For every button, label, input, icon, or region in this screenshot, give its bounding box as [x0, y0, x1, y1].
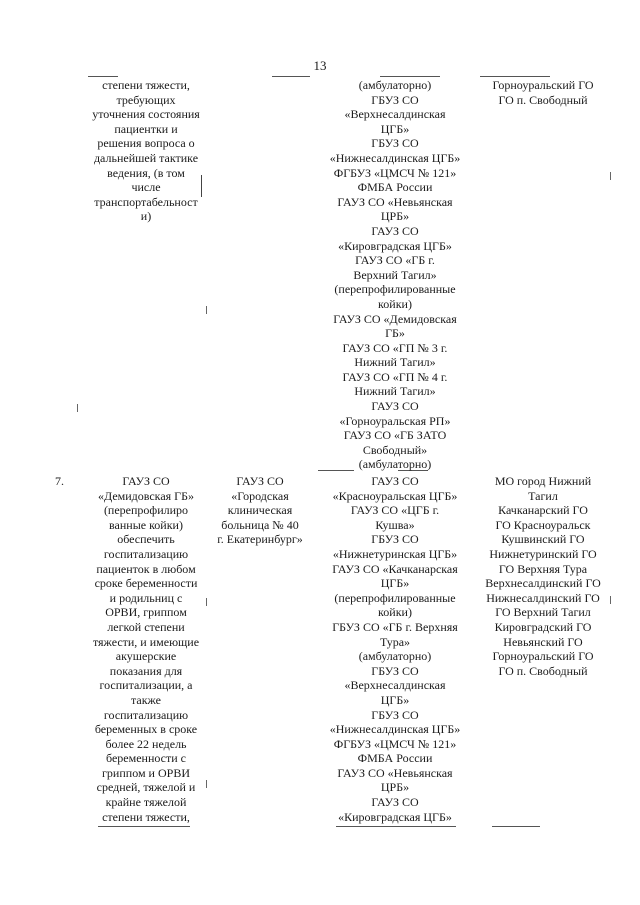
text-line: ГАУЗ СО [371, 223, 419, 238]
text-line: (перепрофилированные [334, 590, 456, 605]
row2-referral-cell [204, 474, 316, 547]
text-line: ФМБА России [357, 751, 433, 766]
text-line: Свободный» [362, 442, 428, 457]
table-top-border [480, 76, 550, 77]
text-line: ГАУЗ СО «ЦГБ г. [350, 503, 440, 518]
text-line: ОРВИ, гриппом [105, 605, 187, 620]
text-line: госпитализацию [103, 707, 189, 722]
text-line: сроке беременности [94, 576, 198, 591]
text-line: «Демидовская ГБ» [97, 488, 195, 503]
text-line: «Нижнесалдинская ЦГБ» [329, 150, 461, 165]
text-line: степени тяжести, [102, 78, 190, 92]
text-line: ГАУЗ СО «Невьянская [337, 765, 453, 780]
row2-facility-cell [66, 474, 226, 824]
text-line: ФГБУЗ «ЦМСЧ № 121» [333, 165, 457, 180]
text-line: ГБУЗ СО [371, 707, 419, 722]
text-line: ФГБУЗ «ЦМСЧ № 121» [333, 736, 457, 751]
text-line: беременности с [106, 751, 186, 766]
text-line: Нижний Тагил» [354, 384, 436, 399]
text-line: ГАУЗ СО «Демидовская [333, 311, 457, 326]
text-line: и) [140, 209, 152, 224]
text-line: МО город Нижний [494, 474, 592, 488]
text-line: уточнения состояния [92, 107, 200, 122]
text-line: (амбулаторно) [358, 649, 432, 664]
text-line: Кировградский ГО [494, 619, 592, 634]
table-bottom-border [492, 826, 540, 827]
text-line: ГБУЗ СО [371, 663, 419, 678]
text-line: ГАУЗ СО [371, 399, 419, 414]
row-number: 7. [55, 474, 64, 488]
text-line: госпитализации, а [99, 678, 193, 693]
text-line: «Кировградская ЦГБ» [338, 238, 452, 253]
text-line: ЦГБ» [380, 692, 410, 707]
text-line: Нижний Тагил» [354, 355, 436, 370]
text-line: пациенток в любом [96, 561, 196, 576]
text-line: акушерские [115, 649, 177, 664]
text-line: ГАУЗ СО [236, 474, 284, 488]
text-line: клиническая [227, 503, 293, 518]
text-line: транспортабельност [94, 194, 198, 209]
table-top-border [88, 76, 118, 77]
text-line: (перепрофилированные [334, 282, 456, 297]
text-line: пациентки и [114, 121, 178, 136]
text-line: ГБУЗ СО «ГБ г. Верхняя [332, 619, 458, 634]
column-border [610, 596, 611, 604]
text-line: ГАУЗ СО «ГБ г. [355, 253, 435, 268]
table-top-border [380, 76, 440, 77]
text-line: и родильниц с [109, 590, 183, 605]
text-line: средней, тяжелой и [96, 780, 196, 795]
table-bottom-border [98, 826, 190, 827]
text-line: ГАУЗ СО «ГП № 3 г. [342, 340, 448, 355]
text-line: (амбулаторно) [358, 78, 432, 92]
text-line: ГБУЗ СО [371, 92, 419, 107]
text-line: «Верхнесалдинская [344, 678, 446, 693]
text-line: гриппом и ОРВИ [102, 765, 190, 780]
row1-territories-cell [478, 78, 608, 107]
text-line: ГАУЗ СО [371, 474, 419, 488]
text-line: обеспечить [117, 532, 175, 547]
text-line: ванные койки) [109, 517, 183, 532]
text-line: ГО Верхний Тагил [495, 605, 591, 620]
text-line: легкой степени [107, 619, 185, 634]
text-line: «Верхнесалдинская [344, 107, 446, 122]
text-line: Верхнесалдинский ГО [485, 576, 601, 591]
text-line: ЦГБ» [380, 121, 410, 136]
text-line: ФМБА России [357, 180, 433, 195]
text-line: ГО Верхняя Тура [498, 561, 588, 576]
text-line: Тура» [379, 634, 411, 649]
text-line: ГАУЗ СО «Качканарская [332, 561, 458, 576]
text-line: Верхний Тагил» [353, 267, 437, 282]
text-line: ГАУЗ СО «ГП № 4 г. [342, 369, 448, 384]
text-line: ГБУЗ СО [371, 136, 419, 151]
text-line: «Горноуральская РП» [339, 413, 451, 428]
text-line: степени тяжести, [102, 809, 190, 824]
text-line: «Нижнетуринская ЦГБ» [332, 546, 458, 561]
text-line: госпитализацию [103, 546, 189, 561]
text-line: Невьянский ГО [503, 634, 583, 649]
text-line: «Кировградская ЦГБ» [338, 809, 452, 824]
text-line: ЦРБ» [380, 209, 410, 224]
page-number: 13 [313, 58, 327, 73]
text-line: ГАУЗ СО [371, 795, 419, 810]
text-line: крайне тяжелой [105, 795, 187, 810]
text-line: больница № 40 [221, 517, 299, 532]
text-line: беременных в сроке [94, 722, 198, 737]
row2-hospitals-cell [310, 474, 480, 824]
column-border [206, 306, 207, 314]
text-line: койки) [378, 296, 412, 311]
text-line: числе [131, 180, 161, 195]
text-line: дальнейшей тактике [93, 150, 199, 165]
column-border [77, 404, 78, 412]
text-line: Горноуральский ГО [492, 649, 594, 664]
text-line: Качканарский ГО [498, 503, 588, 518]
text-line: (амбулаторно) [358, 457, 432, 472]
text-line: г. Екатеринбург» [217, 532, 303, 547]
row1-hospitals-cell [310, 78, 480, 472]
column-border [610, 172, 611, 180]
table-bottom-border [336, 826, 456, 827]
text-line: ГБ» [385, 326, 405, 341]
text-line: требующих [116, 92, 176, 107]
text-line: ЦГБ» [380, 576, 410, 591]
table-top-border [272, 76, 310, 77]
text-line: койки) [378, 605, 412, 620]
text-line: более 22 недель [105, 736, 187, 751]
text-line: ведения, (в том [107, 165, 185, 180]
text-line: ГАУЗ СО «Невьянская [337, 194, 453, 209]
text-line: Кушва» [375, 517, 415, 532]
row1-condition-cell [66, 78, 226, 224]
text-line: «Городская [231, 488, 289, 503]
text-line: ГО Красноуральск [495, 517, 591, 532]
text-line: ГАУЗ СО «ГБ ЗАТО [343, 428, 447, 443]
text-line: ЦРБ» [380, 780, 410, 795]
text-line: ГАУЗ СО [122, 474, 170, 488]
text-line: тяжести, и имеющие [92, 634, 200, 649]
text-line: «Красноуральская ЦГБ» [332, 488, 458, 503]
text-line: Нижнесалдинский ГО [486, 590, 600, 605]
row2-territories-cell [476, 474, 610, 678]
text-line: также [130, 692, 161, 707]
text-line: решения вопроса о [97, 136, 195, 151]
text-line: ГО п. Свободный [498, 92, 588, 107]
text-line: Горноуральский ГО [492, 78, 594, 92]
text-line: показания для [109, 663, 183, 678]
text-line: Тагил [528, 488, 558, 503]
text-line: Кушвинский ГО [501, 532, 585, 547]
text-line: (перепрофилиро [103, 503, 189, 518]
text-line: «Нижнесалдинская ЦГБ» [329, 722, 461, 737]
text-line: Нижнетуринский ГО [489, 546, 597, 561]
text-line: ГО п. Свободный [498, 663, 588, 678]
text-line: ГБУЗ СО [371, 532, 419, 547]
